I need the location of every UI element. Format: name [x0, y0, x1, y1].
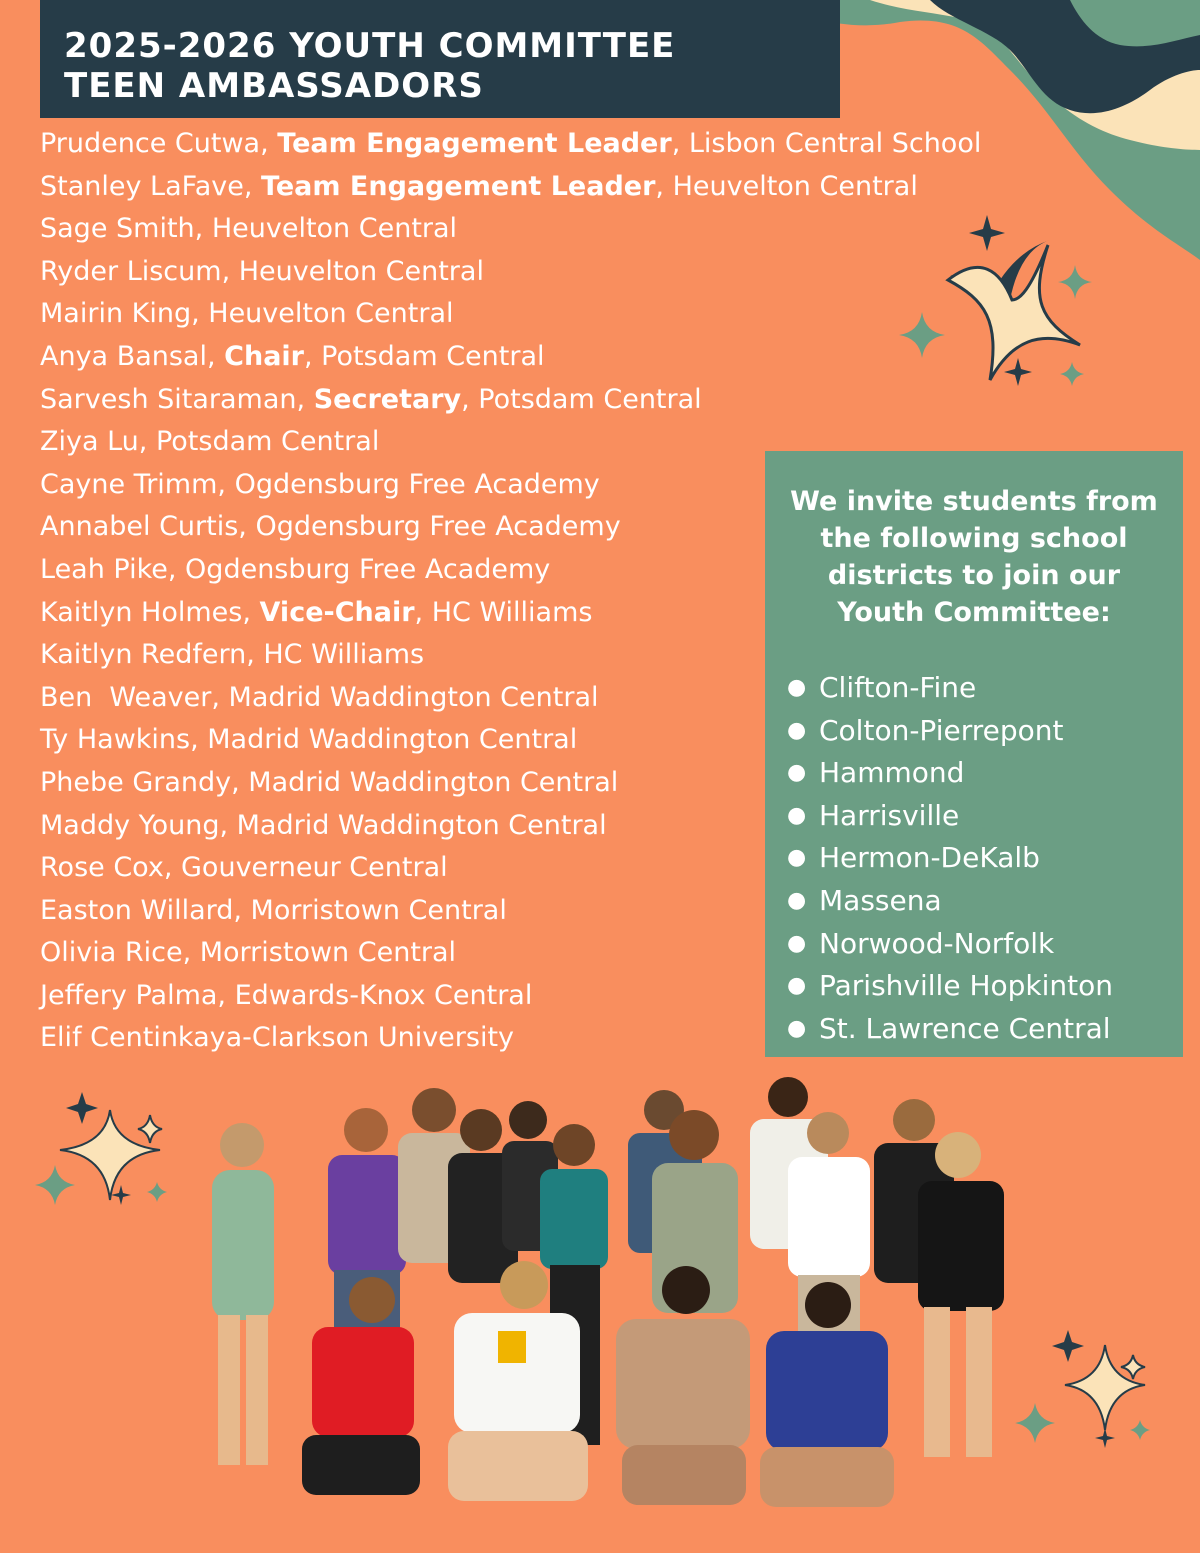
ambassador-row [40, 166, 1080, 209]
person-figure [212, 1123, 274, 1465]
page-title-line-2: TEEN AMBASSADORS [64, 66, 484, 106]
invite-panel [765, 451, 1183, 1057]
ambassador-school: , Heuvelton Central [655, 170, 918, 202]
ambassador-name: Easton Willard, Morristown Central [40, 894, 507, 926]
ambassador-name: Kaitlyn Redfern, HC Williams [40, 639, 425, 671]
ambassador-name: Annabel Curtis, Ogdensburg Free Academy [40, 511, 621, 543]
ambassador-role: Secretary [313, 383, 462, 415]
ambassador-role: Vice-Chair [259, 596, 415, 628]
ambassador-row [40, 123, 1080, 166]
ambassador-school: , Potsdam Central [461, 383, 702, 415]
ambassador-name: Ty Hawkins, Madrid Waddington Central [40, 724, 578, 756]
bullet-icon: ● [787, 845, 807, 871]
ambassador-row [40, 251, 1080, 294]
district-item [787, 965, 1183, 1008]
district-item [787, 752, 1183, 795]
invite-heading-line: districts to join our [827, 560, 1121, 591]
ambassador-school: , Lisbon Central School [671, 128, 982, 159]
ambassador-name: Leah Pike, Ogdensburg Free Academy [40, 553, 551, 585]
ambassador-name: Kaitlyn Holmes, [40, 596, 260, 628]
ambassador-name: Phebe Grandy, Madrid Waddington Central [40, 766, 619, 798]
ambassador-name: Elif Centinkaya-Clarkson University [40, 1022, 515, 1054]
district-item [787, 923, 1183, 966]
district-name: Clifton-Fine [819, 671, 977, 704]
district-item [787, 837, 1183, 880]
ambassador-name: Cayne Trimm, Ogdensburg Free Academy [40, 468, 600, 500]
district-name: Massena [819, 883, 942, 917]
ambassador-name: Ryder Liscum, Heuvelton Central [40, 255, 484, 287]
bullet-icon: ● [787, 973, 807, 999]
ambassador-name: Prudence Cutwa, [40, 128, 278, 159]
invite-heading-line: the following school [820, 523, 1128, 554]
ambassador-name: Maddy Young, Madrid Waddington Central [40, 809, 607, 841]
invite-heading-line: Youth Committee: [837, 597, 1111, 628]
district-item [787, 1008, 1183, 1051]
district-item [787, 667, 1183, 710]
ambassador-name: Ben Weaver, Madrid Waddington Central [40, 681, 599, 713]
ambassador-name: Rose Cox, Gouverneur Central [40, 852, 448, 884]
district-name: Hammond [819, 756, 965, 790]
ambassador-role: Team Engagement Leader [277, 128, 672, 159]
ambassador-name: Stanley LaFave, [40, 170, 261, 202]
district-name: Parishville Hopkinton [819, 969, 1113, 1003]
district-name: St. Lawrence Central [819, 1011, 1111, 1045]
page-title-line-1: 2025-2026 YOUTH COMMITTEE [64, 26, 676, 66]
bullet-icon: ● [787, 887, 807, 913]
ambassador-name: Jeffery Palma, Edwards-Knox Central [40, 979, 533, 1011]
district-item [787, 710, 1183, 753]
ambassador-name: Anya Bansal, [40, 340, 225, 372]
ambassador-row [40, 208, 1080, 251]
ambassador-row [40, 336, 1080, 379]
ambassador-row [40, 293, 1080, 336]
ambassador-role: Chair [224, 340, 304, 372]
district-name: Colton-Pierrepont [819, 713, 1064, 747]
bullet-icon: ● [787, 760, 807, 786]
person-figure [302, 1277, 420, 1495]
invite-heading-line: We invite students from [790, 486, 1158, 517]
bullet-icon: ● [787, 675, 807, 700]
bullet-icon: ● [787, 717, 807, 743]
district-item [787, 880, 1183, 923]
ambassador-name: Ziya Lu, Potsdam Central [40, 426, 380, 458]
group-photo [176, 1075, 1024, 1553]
bullet-icon: ● [787, 930, 807, 956]
district-name: Hermon-DeKalb [819, 841, 1040, 875]
district-name: Norwood-Norfolk [819, 926, 1055, 960]
ambassador-name: Sarvesh Sitaraman, [40, 383, 314, 415]
district-name: Harrisville [819, 798, 960, 832]
ambassador-role: Team Engagement Leader [261, 170, 656, 202]
title-banner [40, 0, 840, 118]
district-item [787, 795, 1183, 838]
person-figure [760, 1282, 894, 1507]
ambassador-school: , HC Williams [414, 596, 593, 628]
bullet-icon: ● [787, 802, 807, 828]
ambassador-name: Olivia Rice, Morristown Central [40, 937, 457, 969]
ambassador-name: Sage Smith, Heuvelton Central [40, 213, 458, 245]
ambassador-row [40, 379, 1080, 422]
district-list [765, 667, 1183, 1050]
ambassador-school: , Potsdam Central [303, 340, 545, 372]
bullet-icon: ● [787, 1015, 807, 1041]
ambassador-name: Mairin King, Heuvelton Central [40, 298, 454, 330]
